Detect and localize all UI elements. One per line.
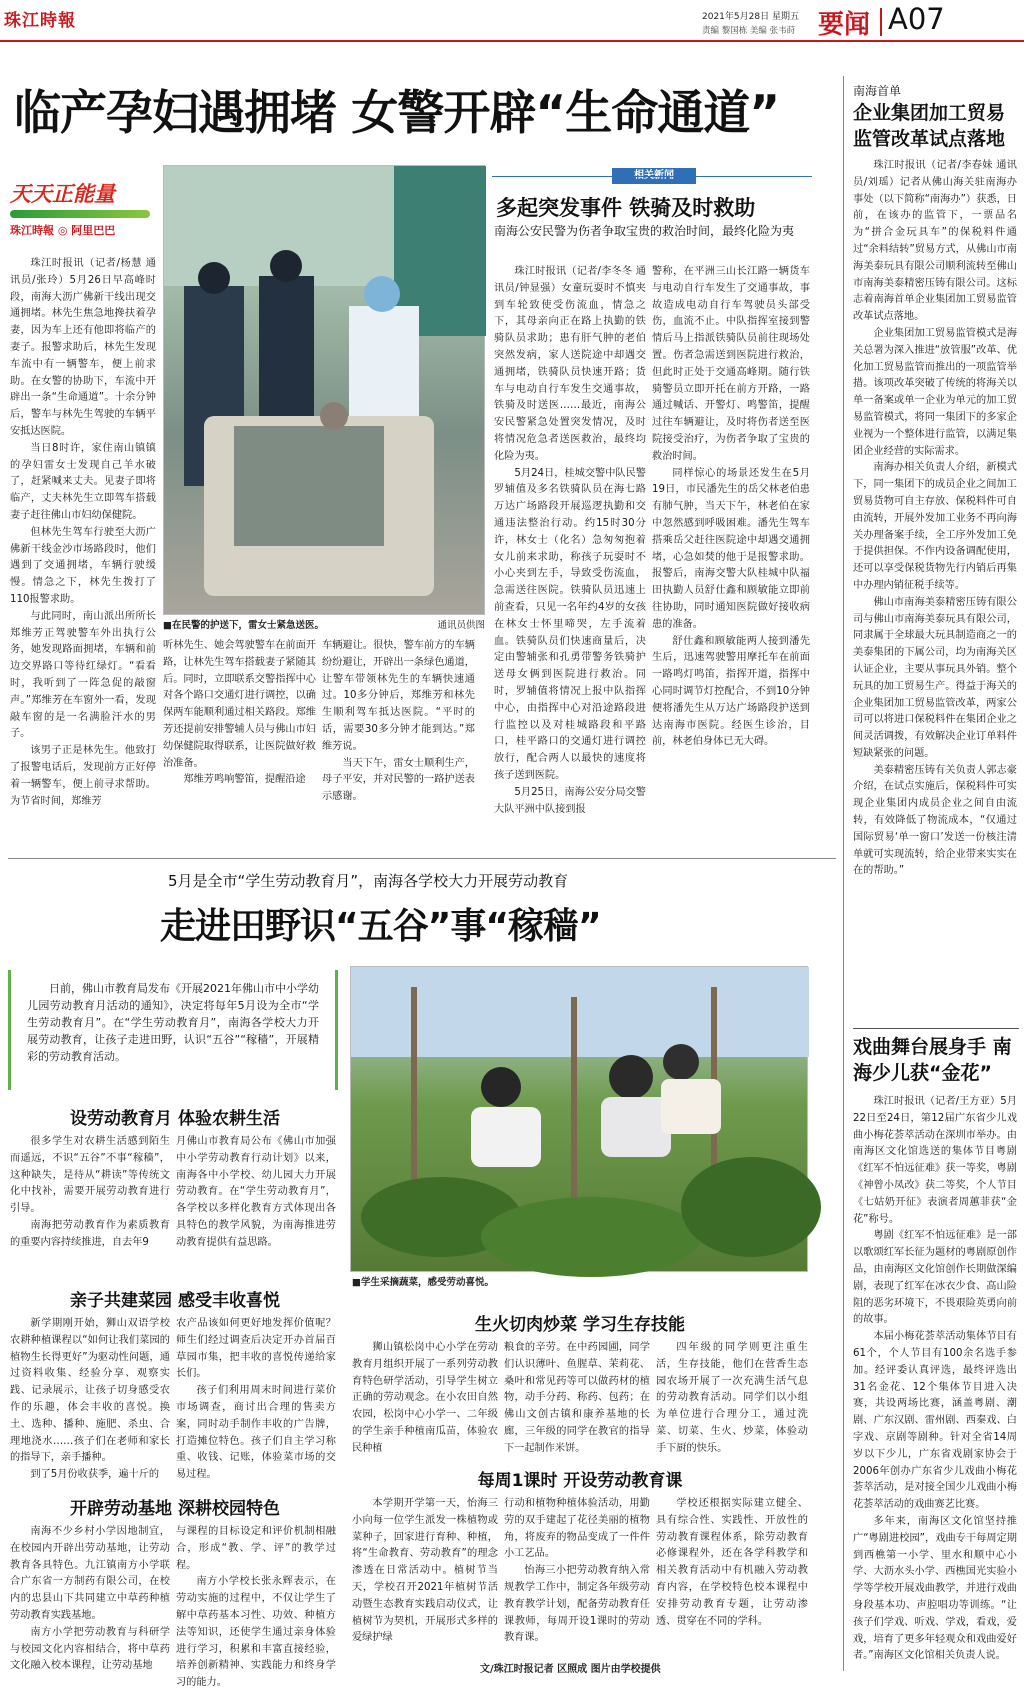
subhead-5-text-b: 行动和植物种植体验活动，用勤劳的双手建起了花径美丽的植物角，将废弃的物品变成了一件件小工艺品。 <box>504 1498 650 1560</box>
garden-photo-art <box>351 967 809 1273</box>
related-col1-text2: 5月24日，桂城交警中队民警罗辅值及多名铁骑队员在海七路万达广场路段开展巡逻执勤和交通违法整治行动。约15时30分许，林女士（化名）急匆匆抱着女儿前来求助，称孩子玩耍时不小心夹到左手，导致受伤流血，急需送往医院。铁骑队员迅速上前查看，只见一名年约4岁的女孩在林女士怀里啼哭，左手流着血。铁骑队员们快速商量后，决定由警辅张和孔勇带警务铁骑护送母女俩到医院进行救治。同时，罗辅值将情况上报中队指挥中心，由指挥中心对沿途路段进行监控以及对桂城路段和平路口，桂平路口的交通灯进行调控放行，配合两人以最快的速度将孩子送到医院。 <box>494 467 646 781</box>
subhead-3-col-c <box>656 1340 808 1458</box>
garden-photo <box>350 966 808 1272</box>
section-name: 要闻 <box>818 10 871 40</box>
article1-col3-text: 车辆避让。很快，警车前方的车辆纷纷避让，开辟出一条绿色通道，让警车带领林先生的车辆快速通过。10多分钟后，郑维芳和林先生顺利驾车抵达医院。“平时的话，需要30多分钟才能到达。”郑维芳说。 <box>322 640 475 752</box>
masthead-rule <box>0 40 1024 42</box>
subhead-4-text-c: 与课程的目标设定和评价机制相融合，形成“教、学、评”的教学过程。 <box>176 1526 336 1571</box>
masthead-date: 2021年5月28日 星期五 <box>702 12 799 22</box>
subhead-3-text-c: 四年级的同学则更注重生活，生存技能，他们在营香生态园农场开展了一次充满生活气息的劳动教育活动。同学们以小组为单位进行合理分工，通过洗菜、切菜、生火、炒菜，体验动手下厨的快乐。 <box>656 1342 808 1454</box>
side1-para3: 南海办相关负责人介绍，新模式下，同一集团下的成员企业之间加工贸易货物可自主存放、保税料件可自由流转，开展外发加工业务不再向海关办理备案手续，全工序外发加工免于提供担保。不作内设备调配使用，还可以享受保税货物先行内销后再集中办理内销征税手续等。 <box>853 462 1017 591</box>
article1-para4: 与此同时，南山派出所所长郑维芳正驾驶警车外出执行公务，她发现路面拥堵，车辆和前边交界路口等待红绿灯。“看看时，我听到了一阵急促的敲窗声。”郑维芳在车窗外一看，发现敲车窗的是一名满脸汗水的男子。 <box>10 610 156 740</box>
subhead-3-col-b <box>504 1340 650 1458</box>
side1-body <box>853 158 1017 938</box>
subhead-1-text-c: 月佛山市教育局公布《佛山市加强中小学劳动教育行动计划》以来，南海各中小学校、幼儿园大力开展劳动教育。在“学生劳动教育月”，各学校以多样化教育方式体现出各具特色的教学风貌，为南海推进劳动教育提供有益思路。 <box>176 1136 336 1248</box>
side2-headline: 戏曲舞台展身手 南海少儿获“金花” <box>853 1036 1012 1084</box>
article2-kicker: 5月是全市“学生劳动教育月”，南海各学校大力开展劳动教育 <box>168 872 569 890</box>
subhead-3: 生火切肉炒菜 学习生存技能 <box>475 1315 685 1335</box>
related-col2-text3: 舒仕鑫和顾敏能两人接到潘先生后，迅速驾驶警用摩托车在前面一路鸣灯鸣笛，指挥开道，指挥中心同时调节灯控配合，不到10分钟便将潘先生从万达广场路段护送到达南海市医院。经医生诊治，目前，林老伯身体已无大碍。 <box>652 635 810 748</box>
side2-body <box>853 1094 1017 1674</box>
subhead-1: 设劳动教育月 体验农耕生活 <box>70 1109 280 1129</box>
article2-intro: 日前，佛山市教育局发布《开展2021年佛山市中小学幼儿园劳动教育月活动的通知》，决定将每年5月设为全市“学生劳动教育月”。在“学生劳动教育月”，南海各学校大力开展劳动教育，让孩子走进田野，认识“五谷”“稼穑”，开展精彩的劳动教育活动。 <box>27 982 319 1063</box>
sidebar-divider <box>843 76 844 1671</box>
article1-para1: 珠江时报讯（记者/杨慧 通讯员/张玲）5月26日早高峰时段，南海大沥广佛新干线出现交通拥堵。林先生焦急地搀扶着孕妻，因为车上还有他即将临产的妻子。报警求助后，林先生发现车流中有一辆警车，便上前求助。在女警的协助下，车流中开辟出一条“生命通道”。十余分钟后，警车与林先生驾驶的车辆平安抵达医院。 <box>10 258 156 437</box>
subhead-4-col-a <box>10 1524 170 1672</box>
related-col2-text: 警称，在平洲三山长江路一辆货车与电动自行车发生了交通事故，事故造成电动自行车驾驶员头部受伤，血流不止。中队指挥室接到警情后马上指派铁骑队员前往现场处置。伤者急需送到医院进行救治，但此时正处于交通高峰期。随行铁骑警员立即开托在前方开路，一路通过喊话、开警灯、鸣警笛，提醒过往车辆避让，及时将伤者送至医院接受治疗，为伤者争取了宝贵的救治时间。 <box>652 266 810 462</box>
subhead-1-col-b <box>176 1134 336 1252</box>
ambulance-photo-art <box>164 166 486 616</box>
subhead-4-text-b: 南方小学把劳动教育与科研学与校园文化内容相结合，将中草药文化融入校本课程，让劳动基地 <box>10 1626 170 1672</box>
column-logo-swoosh <box>10 210 150 218</box>
subhead-3-text-b: 粮食的辛劳。在中药园圃，同学们认识薄叶、鱼腥草、茉莉花、桑叶和常见药等可以做药材的植物，动手分药、称药、包药；在佛山文创古镇和康养基地的长廊，三年级的同学在教官的指导下一起制作米饼。 <box>504 1342 650 1454</box>
article2-photo-caption: ■学生采摘蔬菜，感受劳动喜悦。 <box>352 1277 494 1288</box>
article1-col3-text2: 当天下午，雷女士顺利生产，母子平安，并对民警的一路护送表示感谢。 <box>322 757 475 803</box>
article1-para2: 当日8时许，家住南山镇镇的孕妇雷女士发现自己羊水破了，赶紧喊来丈夫。见妻子即将临产，丈夫林先生立即驾车搭载妻子赶往佛山市妇幼保健院。 <box>10 442 156 521</box>
subhead-1-col-a <box>10 1134 170 1252</box>
subhead-2-text-a: 新学期刚开始，狮山双语学校农耕种植课程以“如何让我们菜园的植物生长得更好”为驱动性问题，通过资料收集、经验分享、观察实践、记录展示，让孩子切身感受农作的乐趣，体会丰收的喜悦。换土、选种、播种、施肥、杀虫、合理地浇水……孩子们在老师和家长的指导下，亲手播种。 <box>10 1318 170 1464</box>
related-tag-line <box>492 176 812 177</box>
related-headline: 多起突发事件 铁骑及时救助 <box>496 196 756 220</box>
article1-para5: 该男子正是林先生。他致打了报警电话后，发现前方正好停着一辆警车，便上前寻求帮助。为节省时间，郑维芳 <box>10 745 156 807</box>
article1-col2-text: 听林先生、她会驾驶警车在前面开路，让林先生驾车搭载妻子紧随其后。同时，立即联系交警指挥中心对各个路口交通灯进行调控，以确保两车能顺利通过相关路段。郑维芳还提前安排警辅人员与佛山市妇幼保健院取得联系，让医院做好救治准备。 <box>163 640 316 769</box>
page-number: A07 <box>888 2 945 36</box>
subhead-1-text-b: 南海把劳动教育作为素质教育的重要内容持续推进，自去年9 <box>10 1219 170 1248</box>
related-col2-text2: 同样惊心的场景还发生在5月19日，市民潘先生的岳父林老伯患有肺气肿，当天下午，林老伯在家中忽然感到呼吸困难。潘先生驾车搭乘岳父赶往医院途中却遇交通拥堵，心急如焚的他于是报警求助。报警后，南海交警大队桂城中队福田执勤人员舒仕鑫和顾敏能立即前往协助，同时通知医院做好接收病患的准备。 <box>652 467 810 630</box>
side1-para5: 美泰精密压铸有关负责人郭志豪介绍，在试点实施后，保税料件可实现企业集团内成员企业之间自由流转，有效降低了物流成本，“仅通过国际贸易‘单一窗口’发送一份核注清单就可实现流转，给企业带来实实在在的帮助。” <box>853 764 1017 877</box>
subhead-5: 每周1课时 开设劳动教育课 <box>477 1471 683 1491</box>
subhead-3-text-a: 狮山镇松岗中心小学在劳动教育月组织开展了一系列劳动教育特色研学活动，引导学生树立正确的劳动观念。在小农田自然农园，松岗中心小学一、二年级的学生亲手种植南瓜苗，体验农民种植 <box>352 1342 498 1454</box>
masthead-divider <box>880 8 882 36</box>
side2-para4: 多年来，南海区文化馆坚持推广“粤剧进校园”，戏曲专干每周定期到西樵第一小学、里水和顺中心小学、大沥水头小学、西樵国光实验小学等学校开展戏曲教学，并进行戏曲身段基本功、声腔唱功等训练。“让孩子们学戏、听戏、学戏，看戏，爱戏，培育了更多年轻观众和戏曲爱好者。”南海区文化馆相关负责人说。 <box>853 1515 1017 1662</box>
column-logo-title: 天天正能量 <box>10 181 115 206</box>
related-col1 <box>494 264 646 815</box>
side2-para2: 粤剧《红军不怕远征难》是一部以歌颂红军长征为题材的粤剧原创作品，由南海区文化馆创作长期做深编剧，表现了红军在冰衣少食、高山险阻的恶劣环境下，不畏艰险英勇向前的故事。 <box>853 1230 1017 1326</box>
side2-para1: 珠江时报讯（记者/王方亚）5月22日至24日，第12届广东省少儿戏曲小梅花荟萃活动在深圳市举办。由南海区文化馆选送的集体节目粤剧《红军不怕远征难》获一等奖，粤剧《神曾小凤改》获二等奖，个人节目《七姑奶开征》表演者周蕙菲获“金花”称号。 <box>853 1096 1017 1225</box>
subhead-2-col-b <box>176 1316 336 1481</box>
related-subhead: 南海公安民警为伤者争取宝贵的救治时间，最终化险为夷 <box>494 224 795 238</box>
article1-photo-caption: ■在民警的护送下，雷女士紧急送医。 <box>163 620 324 631</box>
article2-headline: 走进田野识“五谷”事“稼穑” <box>160 906 601 947</box>
article2-top-rule <box>8 858 836 859</box>
article2-byline: 文/珠江时报记者 区照成 图片由学校提供 <box>480 1664 661 1675</box>
subhead-4-col-b <box>176 1524 336 1689</box>
side1-headline: 企业集团加工贸易监管改革试点落地 <box>853 102 1006 150</box>
related-col1-text: 珠江时报讯（记者/李冬冬 通讯员/钟显强）女童玩耍时不慎夹到车轮致使受伤流血，情急之下，其母亲向正在路上执勤的铁骑队员求助；患有肝气肿的老伯突然发病，家人送院途中却遇交通拥堵，铁骑队员快速开路；货车与电动自行车发生交通事故，铁骑及时送医……最近，南海公安民警紧急处置突发情况，及时将情况危急者送医救治，最终均化险为夷。 <box>494 266 646 462</box>
article1-col2-text2: 郑维芳鸣响警笛，提醒沿途 <box>183 774 306 786</box>
related-col1-text3: 5月25日，南海公安分局交警大队平洲中队接到报 <box>494 786 646 815</box>
subhead-3-col-a <box>352 1340 498 1458</box>
column-logo <box>10 178 170 248</box>
side2-para3: 本届小梅花荟萃活动集体节目有61个，个人节目有100余名选手参加。经评委认真评选，最终评选出31名金花、12个集体节目进入决赛，共设两场比赛，涵盖粤剧、潮剧、广东汉剧、雷州剧、西秦戏、白字戏、京剧等剧种。针对全省14周岁以下少儿，广东省戏剧家协会于2006年创办广东省少儿戏曲小梅花荟萃活动，是对接全国少儿戏曲小梅花荟萃活动的戏曲赛艺比赛。 <box>853 1331 1017 1511</box>
side2-rule <box>853 1028 1019 1029</box>
article1-col2 <box>163 638 316 808</box>
subhead-2-text-b: 到了5月份收获季，遍十斤的 <box>30 1469 160 1481</box>
subhead-2-text-c: 农产品该如何更好地发挥价值呢？师生们经过调查后决定开办首届百草园市集，把丰收的喜悦传递给家长们。 <box>176 1318 336 1380</box>
column-logo-sub: 珠江時報 ◎ 阿里巴巴 <box>10 224 116 237</box>
subhead-5-col-c <box>656 1496 808 1650</box>
subhead-2-col-a <box>10 1316 170 1481</box>
subhead-4-text-a: 南海不少乡村小学因地制宜，在校园内开辟出劳动基地，让劳动教育各具特色。九江镇南方小学联合广东省一方制药有限公司，在校内的忠县山下共同建立中草药种植劳动教育实践基地。 <box>10 1526 170 1621</box>
article1-headline: 临产孕妇遇拥堵 女警开辟“生命通道” <box>14 86 780 141</box>
side1-kicker: 南海首单 <box>853 84 902 98</box>
related-col2 <box>652 264 810 812</box>
masthead-editors: 责编 黎国栋 美编 张韦莳 <box>702 26 796 36</box>
ambulance-photo <box>163 165 485 615</box>
subhead-4: 开辟劳动基地 深耕校园特色 <box>70 1499 280 1519</box>
subhead-5-text-c: 怡海三小把劳动教育纳入常规教学工作中，制定各年级劳动教育教学计划，配备劳动教育任课教师，每周开设1课时的劳动教育课。 <box>504 1565 650 1644</box>
subhead-5-text-a: 本学期开学第一天，怡海三小向每一位学生派发一株植物或菜种子，回家进行育种、种植，将“生命教育、劳动教育”的理念渗透在日常活动中。植树节当天，学校召开2021年植树节活动暨生态教育实践启动仪式，让植树节为契机，开展形式多样的爱绿护绿 <box>352 1498 498 1644</box>
side1-para2: 企业集团加工贸易监管模式是海关总署为深入推进“放管服”改革、优化加工贸易监管而推出的一项监管举措。该项改革突破了传统的将海关以单一备案或单一企业为单元的加工贸易监管模式，将同一集团下的多家企业视为一个整体进行监管，以满足集团企业经营的实际需求。 <box>853 327 1017 457</box>
article1-col1 <box>10 256 156 811</box>
side1-para4: 佛山市南海美泰精密压铸有限公司与佛山市南海美泰玩具有限公司，同隶属于全球最大玩具制造商之一的美泰集团的下属公司，均为南海关区认证企业，主要从事玩具外销。整个玩具的加工贸易生产。得益于海关的企业集团加工贸易监管改革，两家公司可以将进口保税料件在集团企业之间灵活调拨，有效解决企业订单料件短缺紧张的问题。 <box>853 596 1017 759</box>
subhead-2-text-d: 孩子们利用周末时间进行菜价市场调查，商讨出合理的售卖方案，同时动手制作丰收的广告牌，打造摊位特色。孩子们自主学习称重、收钱、记账，体验菜市场的交易过程。 <box>176 1385 336 1481</box>
masthead-logo: 珠江時報 <box>4 11 76 31</box>
article1-para3: 但林先生驾车行驶至大沥广佛新干线金沙市场路段时，他们遇到了交通拥堵，车辆行驶缓慢。情急之下，林先生拨打了110报警求助。 <box>10 526 156 605</box>
subhead-2: 亲子共建菜园 感受丰收喜悦 <box>70 1291 280 1311</box>
article1-col3 <box>322 638 475 808</box>
side1-para1: 珠江时报讯（记者/李春妹 通讯员/刘瑶）记者从佛山海关驻南海办事处（以下简称“南海办”）获悉，日前，在该办的监管下，一票品名为“拼合金玩具车”的保税料件通过“余料结转”贸易方式，从佛山市南海美泰玩具有限公司顺利流转至佛山市南海美泰精密压铸有限公司。这标志着南海首单企业集团加工贸易监管改革试点落地。 <box>853 160 1017 323</box>
article2-intro-box <box>8 970 338 1090</box>
subhead-5-col-b <box>504 1496 650 1650</box>
subhead-4-text-d: 南方小学校长张永辉表示，在劳动实施的过程中，不仅让学生了解中草药基本习性、功效、种植方法等知识，还使学生通过亲身体验进行学习，积累和丰富直接经验，培养创新精神、实践能力和终身学习的能力。 <box>176 1576 336 1689</box>
subhead-5-col-a <box>352 1496 498 1650</box>
subhead-1-text-a: 很多学生对农耕生活感到陌生而遥远，不识“五谷”不事“稼穑”，这种缺失，是待从“耕读”等传统文化中找补，需要开展劳动教育进行引导。 <box>10 1136 170 1215</box>
article1-photo-credit: 通讯员供图 <box>437 620 485 631</box>
subhead-5-text-d: 学校还根据实际建立健全、具有综合性、实践性、开放性的劳动教育课程体系，除劳动教育必修课程外，还在各学科教学和相关教育活动中有机融入劳动教育内容，在学校特色校本课程中安排劳动教育专题，让劳动渗透、贯穿在不同的学科。 <box>656 1498 808 1627</box>
